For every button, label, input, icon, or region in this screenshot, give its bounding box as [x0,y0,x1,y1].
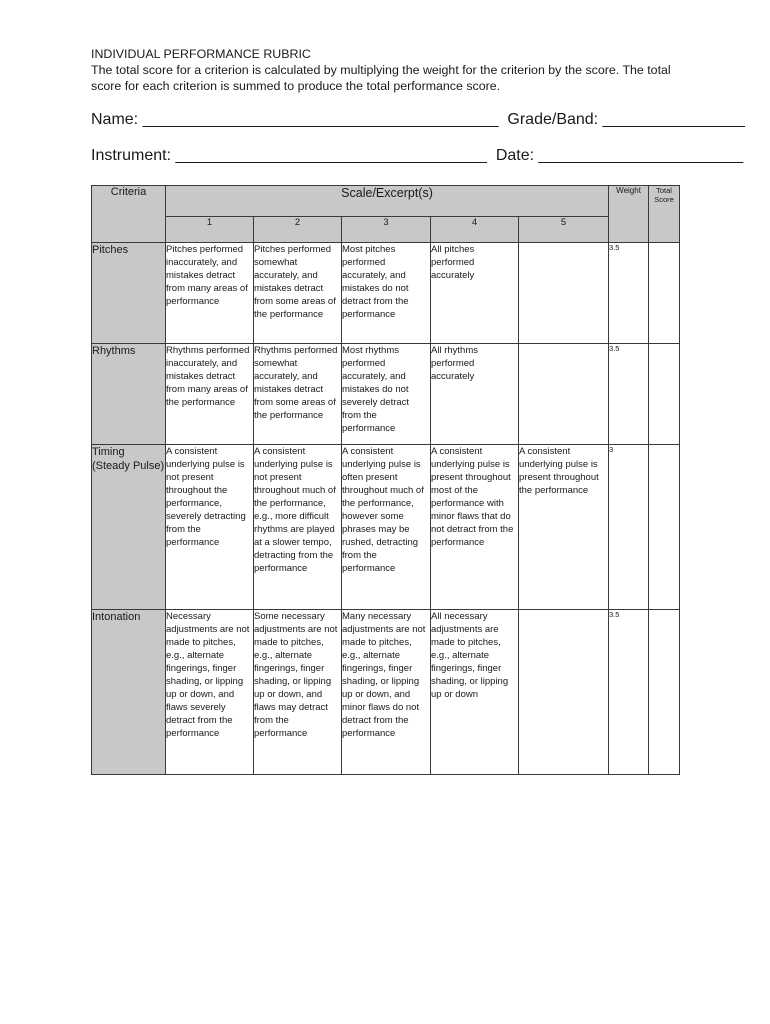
name-grade-line[interactable]: Name: ________________________________________ Grade/Band: ________________ [91,111,745,128]
score-cell[interactable]: A consistent underlying pulse is not present throughout much of the performance, e.g., more difficult rhythms are played at a slower tempo, detracting from the performance [254,445,342,610]
score-cell[interactable]: Pitches performed somewhat accurately, and mistakes detract from some areas of the performance [254,243,342,344]
score-cell[interactable]: All necessary adjustments are made to pitches, e.g., alternate fingerings, finger shading, or lipping up or down [431,610,519,775]
total-score-cell[interactable] [649,610,680,775]
table-row [92,445,680,610]
score-cell[interactable]: Most rhythms performed accurately, and mistakes do not severely detract from the performance [342,344,431,445]
weight-value: 3.5 [609,610,649,775]
score-cell[interactable]: All pitches performed accurately [431,243,519,344]
intro [91,46,691,94]
score-cell[interactable]: A consistent underlying pulse is present throughout most of the performance with minor flaws that do not detract from the performance [431,445,519,610]
score-cell[interactable]: Rhythms performed inaccurately, and mistakes detract from many areas of the performance [166,344,254,445]
score-cell[interactable]: A consistent underlying pulse is often present throughout much of the performance, however some phrases may be rushed, detracting from the performance [342,445,431,610]
weight-value: 3.5 [609,344,649,445]
table-row [92,243,680,344]
criteria-header: Criteria [92,186,166,243]
criterion-label: Rhythms [92,344,166,445]
scale-number-4: 4 [431,217,519,243]
criterion-label: Pitches [92,243,166,344]
weight-value: 3 [609,445,649,610]
scale-header: Scale/Excerpt(s) [166,186,609,217]
score-cell[interactable]: Some necessary adjustments are not made to pitches, e.g., alternate fingerings, finger shading, or lipping up or down, and flaws may detract from the performance [254,610,342,775]
document-title: INDIVIDUAL PERFORMANCE RUBRIC [91,47,311,61]
weight-value: 3.5 [609,243,649,344]
score-cell[interactable]: All rhythms performed accurately [431,344,519,445]
score-cell[interactable]: Pitches performed inaccurately, and mistakes detract from many areas of performance [166,243,254,344]
total-score-cell[interactable] [649,344,680,445]
instrument-date-line[interactable]: Instrument: ___________________________________ Date: _______________________ [91,147,744,164]
score-cell[interactable]: Rhythms performed somewhat accurately, and mistakes detract from some areas of the performance [254,344,342,445]
total-score-cell[interactable] [649,243,680,344]
scale-number-2: 2 [254,217,342,243]
score-cell[interactable] [519,243,609,344]
score-cell[interactable]: Necessary adjustments are not made to pitches, e.g., alternate fingerings, finger shading, or lipping up or down, and flaws severely detract from the performance [166,610,254,775]
rubric-table [91,185,680,775]
scale-number-1: 1 [166,217,254,243]
criterion-label: Intonation [92,610,166,775]
total-score-header: Total Score [649,186,680,243]
table-row [92,344,680,445]
weight-header: Weight [609,186,649,243]
score-cell[interactable]: A consistent underlying pulse is present throughout the performance [519,445,609,610]
scale-number-3: 3 [342,217,431,243]
score-cell[interactable]: Most pitches performed accurately, and mistakes do not detract from the performance [342,243,431,344]
score-cell[interactable] [519,610,609,775]
table-row [92,610,680,775]
scale-number-5: 5 [519,217,609,243]
total-score-cell[interactable] [649,445,680,610]
score-cell[interactable]: Many necessary adjustments are not made to pitches, e.g., alternate fingerings, finger shading, or lipping up or down, and minor flaws do not detract from the performance [342,610,431,775]
score-cell[interactable]: A consistent underlying pulse is not present throughout the performance, severely detracting from the performance [166,445,254,610]
score-cell[interactable] [519,344,609,445]
document-description: The total score for a criterion is calculated by multiplying the weight for the criterion by the score. The total score for each criterion is summed to produce the total performance score. [91,63,671,93]
criterion-label: Timing (Steady Pulse) [92,445,166,610]
